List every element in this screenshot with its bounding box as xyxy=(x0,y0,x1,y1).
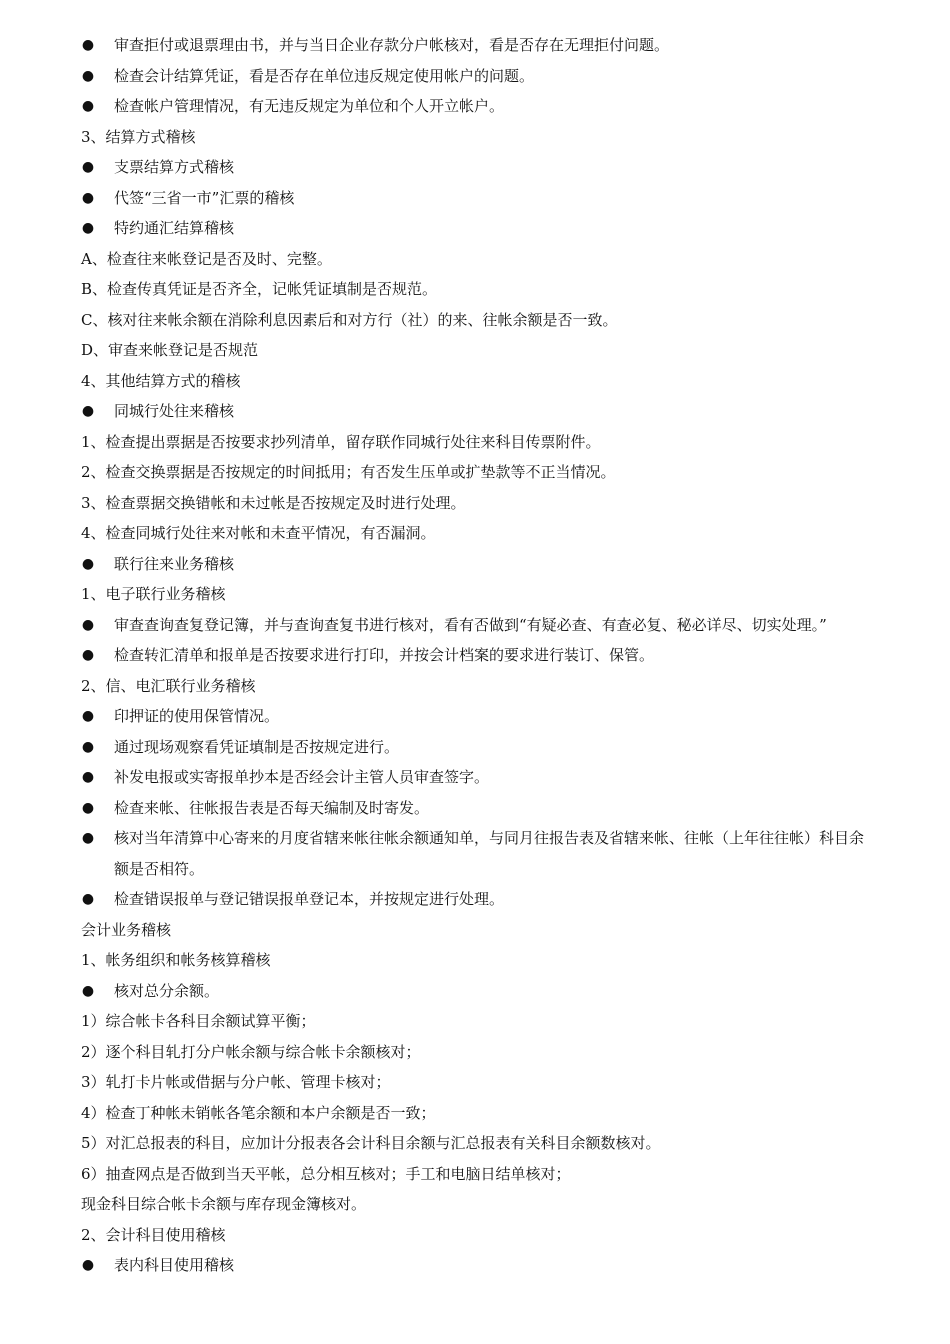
bullet-icon: ● xyxy=(81,1257,95,1273)
text-line xyxy=(81,915,871,946)
bullet-item xyxy=(81,91,871,122)
line-text: 3）轧打卡片帐或借据与分户帐、管理卡核对； xyxy=(81,1073,391,1091)
line-text: D、审查来帐登记是否规范 xyxy=(81,341,259,359)
bullet-item xyxy=(81,640,871,671)
bullet-item xyxy=(81,396,871,427)
bullet-item xyxy=(81,183,871,214)
text-line xyxy=(81,579,871,610)
line-text: 2、检查交换票据是否按规定的时间抵用；有否发生压单或扩垫款等不正当情况。 xyxy=(81,463,616,481)
text-line xyxy=(81,427,871,458)
bullet-item-text: 审查查询查复登记簿，并与查询查复书进行核对，看有否做到“有疑必查、有查必复、秘必详尽、切实处理。” xyxy=(114,615,827,634)
bullet-item xyxy=(81,884,871,915)
bullet-icon: ● xyxy=(81,403,95,419)
bullet-item-text: 特约通汇结算稽核 xyxy=(114,219,235,237)
bullet-icon: ● xyxy=(81,891,95,907)
line-text: 1）综合帐卡各科目余额试算平衡； xyxy=(81,1012,316,1030)
line-text: 4）检查丁种帐未销帐各笔余额和本户余额是否一致； xyxy=(81,1103,436,1122)
text-line xyxy=(81,335,871,366)
line-text: 5）对汇总报表的科目，应加计分报表各会计科目余额与汇总报表有关科目余额数核对。 xyxy=(81,1134,661,1152)
bullet-item-text: 核对当年清算中心寄来的月度省辖来帐往帐余额通知单，与同月往报告表及省辖来帐、往帐（上年往往帐）科目余额是否相符。 xyxy=(114,829,865,878)
bullet-item-text: 检查会计结算凭证，看是否存在单位违反规定使用帐户的问题。 xyxy=(114,66,535,85)
bullet-item-text: 检查错误报单与登记错误报单登记本，并按规定进行处理。 xyxy=(114,890,505,908)
document-body xyxy=(81,30,871,1281)
line-text: 2）逐个科目轧打分户帐余额与综合帐卡余额核对； xyxy=(81,1042,421,1061)
bullet-item-text: 核对总分余额。 xyxy=(114,981,220,1000)
bullet-icon: ● xyxy=(81,769,95,785)
text-line xyxy=(81,274,871,305)
line-text: 2、信、电汇联行业务稽核 xyxy=(81,676,256,695)
bullet-item-text: 同城行处往来稽核 xyxy=(114,402,235,420)
bullet-icon: ● xyxy=(81,708,95,724)
text-line xyxy=(81,1128,871,1159)
bullet-item xyxy=(81,793,871,824)
bullet-item xyxy=(81,213,871,244)
bullet-item-text: 审查拒付或退票理由书，并与当日企业存款分户帐核对，看是否存在无理拒付问题。 xyxy=(114,36,670,54)
line-text: 3、检查票据交换错帐和未过帐是否按规定及时进行处理。 xyxy=(81,493,466,512)
line-text: 1、帐务组织和帐务核算稽核 xyxy=(81,951,271,969)
bullet-icon: ● xyxy=(81,830,95,846)
bullet-icon: ● xyxy=(81,159,95,175)
bullet-item-text: 检查转汇清单和报单是否按要求进行打印，并按会计档案的要求进行装订、保管。 xyxy=(114,646,655,664)
bullet-item xyxy=(81,61,871,92)
bullet-item xyxy=(81,823,871,884)
bullet-icon: ● xyxy=(81,799,95,816)
line-text: 1、电子联行业务稽核 xyxy=(81,585,226,603)
bullet-item xyxy=(81,762,871,793)
bullet-item-text: 联行往来业务稽核 xyxy=(114,554,235,573)
bullet-item-text: 通过现场观察看凭证填制是否按规定进行。 xyxy=(114,737,400,756)
bullet-icon: ● xyxy=(81,98,95,114)
text-line xyxy=(81,671,871,702)
text-line xyxy=(81,518,871,549)
bullet-item xyxy=(81,30,871,61)
line-text: 会计业务稽核 xyxy=(81,920,172,939)
bullet-item xyxy=(81,1250,871,1281)
line-text: 3、结算方式稽核 xyxy=(81,127,196,146)
bullet-icon: ● xyxy=(81,220,95,236)
text-line xyxy=(81,1220,871,1251)
line-text: B、检查传真凭证是否齐全，记帐凭证填制是否规范。 xyxy=(81,280,438,298)
text-line xyxy=(81,1067,871,1098)
text-line xyxy=(81,122,871,153)
line-text: 4、其他结算方式的稽核 xyxy=(81,371,241,390)
bullet-icon: ● xyxy=(81,189,95,206)
bullet-icon: ● xyxy=(81,647,95,663)
text-line xyxy=(81,488,871,519)
bullet-item xyxy=(81,549,871,580)
line-text: 1、检查提出票据是否按要求抄列清单，留存联作同城行处往来科目传票附件。 xyxy=(81,432,601,451)
bullet-item-text: 表内科目使用稽核 xyxy=(114,1256,235,1274)
line-text: 4、检查同城行处往来对帐和未查平情况，有否漏洞。 xyxy=(81,524,436,542)
text-line xyxy=(81,366,871,397)
text-line xyxy=(81,945,871,976)
bullet-item xyxy=(81,152,871,183)
line-text: 现金科目综合帐卡余额与库存现金簿核对。 xyxy=(81,1195,367,1213)
bullet-item-text: 检查帐户管理情况，有无违反规定为单位和个人开立帐户。 xyxy=(114,97,505,115)
line-text: 6）抽查网点是否做到当天平帐，总分相互核对；手工和电脑日结单核对； xyxy=(81,1164,571,1183)
bullet-item-text: 支票结算方式稽核 xyxy=(114,158,235,176)
text-line xyxy=(81,1189,871,1220)
bullet-icon: ● xyxy=(81,37,95,53)
bullet-icon: ● xyxy=(81,67,95,84)
text-line xyxy=(81,244,871,275)
bullet-item-text: 印押证的使用保管情况。 xyxy=(114,707,280,725)
bullet-item xyxy=(81,610,871,641)
text-line xyxy=(81,1037,871,1068)
text-line xyxy=(81,1098,871,1129)
text-line xyxy=(81,457,871,488)
bullet-icon: ● xyxy=(81,616,95,633)
text-line xyxy=(81,1159,871,1190)
line-text: 2、会计科目使用稽核 xyxy=(81,1225,226,1244)
bullet-icon: ● xyxy=(81,982,95,999)
line-text: A、检查往来帐登记是否及时、完整。 xyxy=(81,249,332,268)
bullet-icon: ● xyxy=(81,738,95,755)
bullet-item xyxy=(81,701,871,732)
line-text: C、核对往来帐余额在消除利息因素后和对方行（社）的来、往帐余额是否一致。 xyxy=(81,310,618,329)
text-line xyxy=(81,305,871,336)
bullet-item xyxy=(81,976,871,1007)
bullet-item-text: 检查来帐、往帐报告表是否每天编制及时寄发。 xyxy=(114,798,430,817)
bullet-item-text: 代签“三省一市”汇票的稽核 xyxy=(114,188,295,207)
text-line xyxy=(81,1006,871,1037)
bullet-item-text: 补发电报或实寄报单抄本是否经会计主管人员审查签字。 xyxy=(114,768,490,786)
bullet-icon: ● xyxy=(81,555,95,572)
bullet-item xyxy=(81,732,871,763)
